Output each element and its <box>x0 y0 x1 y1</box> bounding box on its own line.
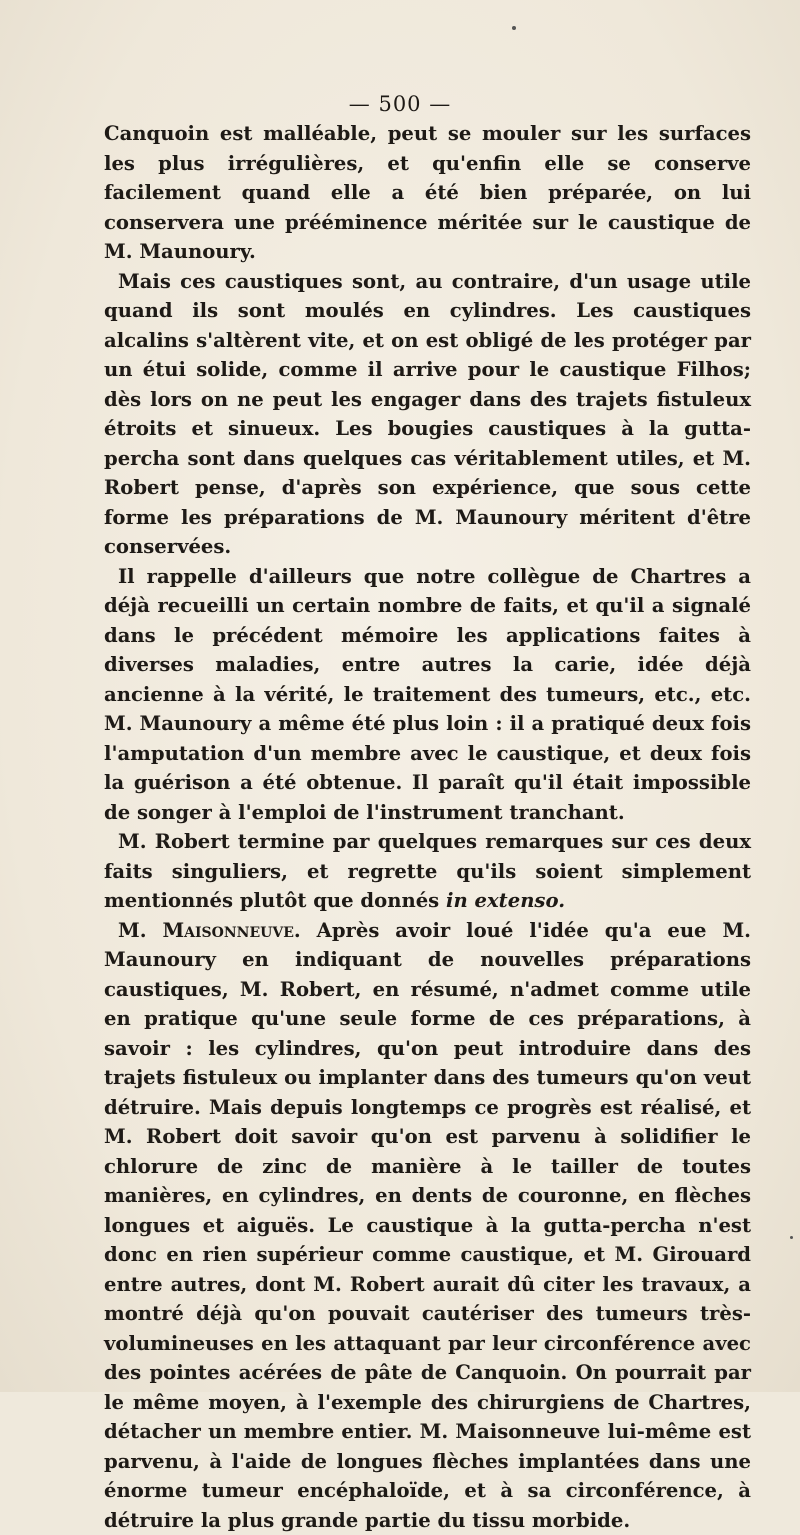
paragraph-4 <box>104 827 751 916</box>
paragraph-3: Il rappelle d'ailleurs que notre collègue de Chartres a déjà recueilli un certain nombre de faits, et qu'il a signalé dans le précédent mémoire les applications faites à diverses maladies, entre autres la carie, idée déjà ancienne à la vérité, le traitement des tumeurs, etc., etc. M. Maunoury a même été plus loin : il a pratiqué deux fois l'amputation d'un membre avec le caustique, et deux fois la guérison a été obtenue. Il paraît qu'il était impossible de songer à l'emploi de l'instrument tranchant. <box>104 562 751 828</box>
paragraph-4-text: M. Robert termine par quelques remarques sur ces deux faits singuliers, et regrette qu'ils soient simplement mentionnés plutôt que donnés <box>104 830 751 912</box>
paragraph-5 <box>104 916 751 1535</box>
body-text <box>104 119 751 1535</box>
ink-speck <box>790 1236 793 1239</box>
paragraph-5-prefix: M. <box>118 919 162 942</box>
speaker-name: Maisonneuve <box>162 919 293 942</box>
paragraph-4-italic: in extenso. <box>446 889 565 912</box>
paragraph-5-text: . Après avoir loué l'idée qu'a eue M. Maunoury en indiquant de nouvelles préparations caustiques, M. Robert, en résumé, n'admet comme utile en pratique qu'une seule forme de ces préparations, à savoir : les cylindres, qu'on peut introduire dans des trajets fistuleux ou implanter dans des tumeurs qu'on veut détruire. Mais depuis longtemps ce progrès est réalisé, et M. Robert doit savoir qu'on est parvenu à solidifier le chlorure de zinc de manière à le tailler de toutes manières, en cylindres, en dents de couronne, en flèches longues et aiguës. Le caustique à la gutta-percha n'est donc en rien supérieur comme caustique, et M. Girouard entre autres, dont M. Robert aurait dû citer les travaux, a montré déjà qu'on pouvait cautériser des tumeurs très-volumineuses en les attaquant par leur circonférence avec des pointes acérées de pâte de Canquoin. On pourrait par le même moyen, à l'exemple des chirurgiens de Chartres, détacher un membre entier. M. Maisonneuve lui-même est parvenu, à l'aide de longues flèches implantées dans une énorme tumeur encéphaloïde, et à sa circonférence, à détruire la plus grande partie du tissu morbide. <box>104 919 751 1532</box>
page-number: — 500 — <box>0 92 800 116</box>
paragraph-1: Canquoin est malléable, peut se mouler sur les surfaces les plus irrégulières, et qu'enfin elle se conserve facilement quand elle a été bien préparée, on lui conservera une prééminence méritée sur le caustique de M. Maunoury. <box>104 119 751 267</box>
ink-speck <box>512 26 516 30</box>
paragraph-2: Mais ces caustiques sont, au contraire, d'un usage utile quand ils sont moulés en cylindres. Les caustiques alcalins s'altèrent vite, et on est obligé de les protéger par un étui solide, comme il arrive pour le caustique Filhos; dès lors on ne peut les engager dans des trajets fistuleux étroits et sinueux. Les bougies caustiques à la gutta-percha sont dans quelques cas véritablement utiles, et M. Robert pense, d'après son expérience, que sous cette forme les préparations de M. Maunoury méritent d'être conservées. <box>104 267 751 562</box>
